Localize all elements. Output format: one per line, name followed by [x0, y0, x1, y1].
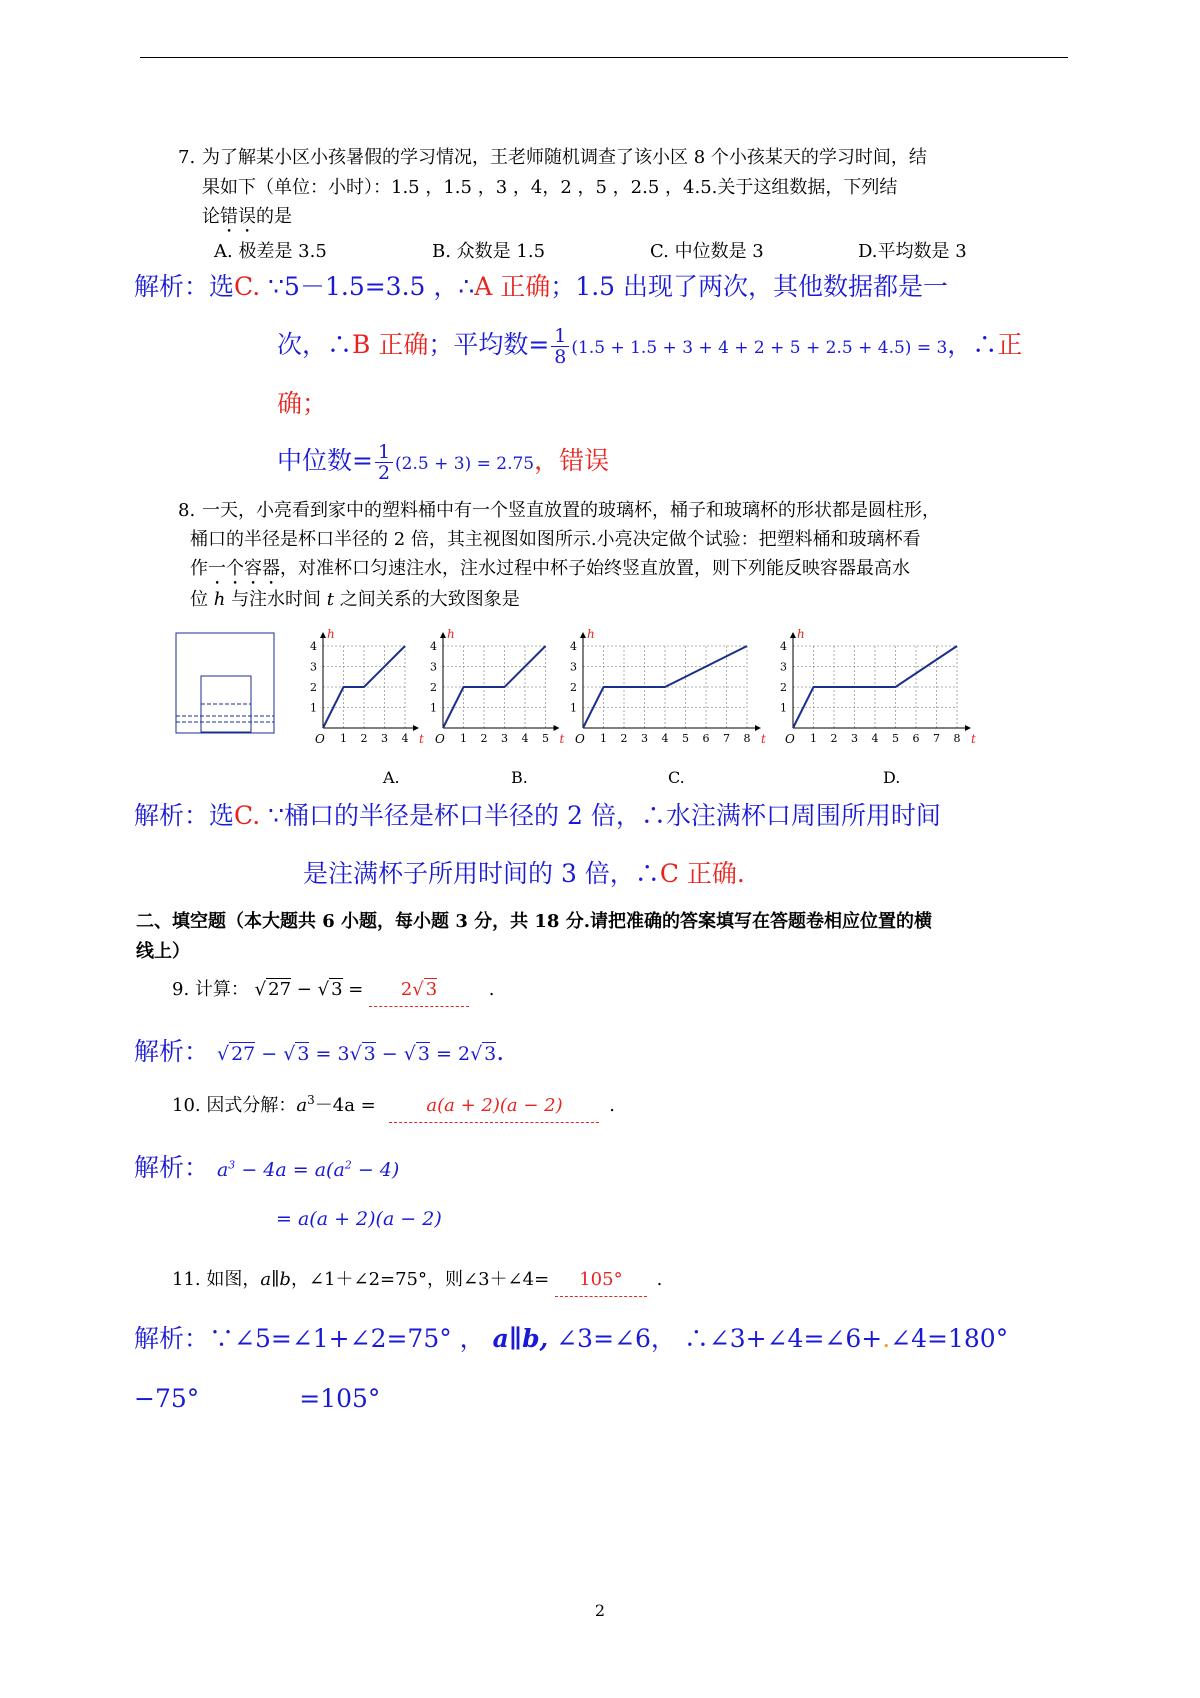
q7-option-c: C. 中位数是 3 — [650, 241, 764, 262]
section-heading-cont: 线上） — [136, 941, 190, 962]
graph-label-a: A. — [383, 768, 400, 787]
y-tick-label: 4 — [310, 640, 317, 653]
q9-answer-blank: 2√ 3 — [369, 974, 469, 1007]
x-axis-arrow — [413, 725, 419, 731]
origin-label: O — [785, 732, 795, 746]
x-tick-label: 3 — [381, 732, 388, 745]
q7-number: 7. — [178, 147, 196, 168]
y-tick-label: 1 — [310, 701, 317, 715]
x-tick-label: 8 — [953, 732, 961, 745]
q7-line1: 为了解某小区小孩暑假的学习情况，王老师随机调查了该小区 8 个小孩某天的学习时间，结 — [202, 147, 927, 168]
y-axis-label: h — [447, 627, 455, 641]
y-axis-arrow — [580, 632, 586, 638]
x-tick-label: 8 — [743, 732, 751, 745]
a7-line1: 解析：选C. ∵5－1.5=3.5 ，∴A 正确；1.5 出现了两次，其他数据都是一 — [134, 272, 949, 301]
q11-answer-blank: 105° — [555, 1264, 647, 1297]
q7-option-a: A. 极差是 3.5 — [214, 241, 327, 262]
a10-line2: = a(a + 2)(a − 2) — [276, 1208, 442, 1230]
y-axis-label: h — [587, 627, 595, 641]
x-tick-label: 2 — [480, 732, 488, 745]
y-axis-arrow — [320, 632, 326, 638]
x-axis-label: t — [761, 732, 766, 746]
x-tick-label: 1 — [340, 732, 347, 745]
fraction: $\frac{1}{8}$ — [551, 326, 569, 367]
x-tick-label: 3 — [501, 732, 508, 745]
x-tick-label: 4 — [401, 732, 409, 745]
q8-line2: 桶口的半径是杯口半径的 2 倍，其主视图如图所示.小亮决定做个试验：把塑料桶和玻璃杯看 — [190, 529, 921, 550]
x-tick-label: 5 — [682, 732, 689, 745]
x-tick-label: 1 — [600, 732, 607, 745]
emphasis-text: 一个容器 — [208, 558, 280, 579]
x-tick-label: 2 — [360, 732, 368, 745]
q8-line3: 作一个容器，对准杯口匀速注水，注水过程中杯子始终竖直放置，则下列能反映容器最高水 — [190, 558, 910, 579]
origin-label: O — [435, 732, 445, 746]
container-figure — [175, 632, 277, 736]
x-tick-label: 1 — [460, 732, 467, 745]
graph-c — [565, 618, 770, 746]
q10-answer-blank: a(a + 2)(a − 2) — [389, 1090, 599, 1123]
x-tick-label: 7 — [933, 732, 940, 745]
q11: 11. 如图，a∥b，∠1＋∠2=75°，则∠3＋∠4= 105° . — [172, 1264, 662, 1297]
a9: 解析： √ 27 − √ 3 = 3√ 3 − √ 3 = 2√ 3. — [134, 1037, 505, 1066]
y-tick-label: 2 — [570, 681, 577, 694]
x-tick-label: 5 — [542, 732, 549, 745]
q10: 10. 因式分解：$a^3-4a = a(a + 2)(a - 2)$ . — [172, 1084, 615, 1123]
y-tick-label: 4 — [780, 640, 787, 653]
y-tick-label: 1 — [570, 701, 577, 715]
x-tick-label: 2 — [830, 732, 838, 745]
q9: 9. 计算： √ 27 − √ 3 = 2√ 3 . — [172, 974, 495, 1007]
a10-line1: 解析： $a^3 - 4a = a(a^2 - 4)$ — [134, 1153, 400, 1182]
y-axis-arrow — [790, 632, 796, 638]
x-tick-label: 3 — [641, 732, 648, 745]
y-tick-label: 1 — [780, 701, 787, 715]
q7-option-d: D.平均数是 3 — [858, 241, 967, 262]
x-axis-arrow — [554, 725, 560, 731]
x-axis-arrow — [755, 725, 761, 731]
graph-a — [305, 618, 425, 746]
a11-line2: −75° =105° — [134, 1384, 381, 1413]
y-tick-label: 1 — [430, 701, 437, 715]
x-axis-label: t — [971, 732, 976, 746]
graph-b — [425, 618, 565, 746]
q7-line3: 论错误的是 — [202, 206, 292, 227]
a8-line2: 是注满杯子所用时间的 3 倍，∴C 正确. — [303, 859, 745, 888]
q8-line4: 位 h 与注水时间 t 之间关系的大致图象是 — [190, 589, 520, 610]
y-tick-label: 4 — [570, 640, 577, 653]
a11-line1: 解析：∵∠5=∠1+∠2=75° ， a∥b, ∠3=∠6， ∴∠3+∠4=∠6+.∠4=180° — [134, 1324, 1009, 1353]
section-heading: 二、填空题（本大题共 6 小题，每小题 3 分，共 18 分.请把准确的答案填写在答题卷相应位置的横 — [136, 911, 932, 932]
page-number: 2 — [594, 1601, 606, 1620]
x-tick-label: 1 — [810, 732, 817, 745]
y-axis-label: h — [797, 627, 805, 641]
y-tick-label: 4 — [430, 640, 437, 653]
y-axis-arrow — [440, 632, 446, 638]
q8-line1: 一天，小亮看到家中的塑料桶中有一个竖直放置的玻璃杯，桶子和玻璃杯的形状都是圆柱形， — [202, 500, 940, 521]
graph-label-b: B. — [511, 768, 528, 787]
y-tick-label: 3 — [310, 660, 317, 674]
x-tick-label: 4 — [661, 732, 669, 745]
x-tick-label: 2 — [620, 732, 628, 745]
x-axis-arrow — [965, 725, 971, 731]
x-tick-label: 6 — [702, 732, 710, 745]
q7-line2: 果如下（单位：小时）：1.5 ，1.5 ，3 ，4，2 ，5 ，2.5 ，4.5.关于这组数据，下列结 — [202, 177, 898, 198]
y-tick-label: 2 — [310, 681, 317, 694]
origin-label: O — [575, 732, 585, 746]
y-tick-label: 2 — [780, 681, 787, 694]
x-axis-label: t — [559, 732, 565, 746]
x-axis-label: t — [419, 732, 424, 746]
y-tick-label: 2 — [430, 681, 437, 694]
origin-label: O — [315, 732, 325, 746]
a7-line4: 中位数= $\frac{1}{2}$ (2.5 + 3) = 2.75，错误 — [277, 441, 610, 484]
x-tick-label: 6 — [912, 732, 920, 745]
x-tick-label: 4 — [521, 732, 529, 745]
header-rule — [140, 57, 1068, 58]
fraction: $\frac{1}{2}$ — [375, 442, 393, 483]
q7-option-b: B. 众数是 1.5 — [432, 241, 546, 262]
x-tick-label: 5 — [892, 732, 899, 745]
x-tick-label: 7 — [723, 732, 730, 745]
y-tick-label: 3 — [430, 660, 437, 674]
series-line — [443, 646, 546, 728]
a8-line1: 解析：选C. ∵桶口的半径是杯口半径的 2 倍，∴水注满杯口周围所用时间 — [134, 801, 941, 830]
a7-line2: 次，∴B 正确；平均数= $\frac{1}{8}$ (1.5 + 1.5 + 3 + 4 + 2 + 5 + 2.5 + 4.5) = 3，∴正 — [277, 325, 1023, 368]
x-tick-label: 3 — [851, 732, 858, 745]
y-axis-label: h — [327, 627, 335, 641]
emphasis-text: 错误 — [220, 206, 256, 227]
graph-d — [775, 618, 980, 746]
a7-line3: 确； — [277, 389, 328, 418]
graph-label-d: D. — [883, 768, 901, 787]
y-tick-label: 3 — [570, 660, 577, 674]
y-tick-label: 3 — [780, 660, 787, 674]
q8-number: 8. — [178, 500, 196, 521]
graph-label-c: C. — [668, 768, 685, 787]
x-tick-label: 4 — [871, 732, 879, 745]
